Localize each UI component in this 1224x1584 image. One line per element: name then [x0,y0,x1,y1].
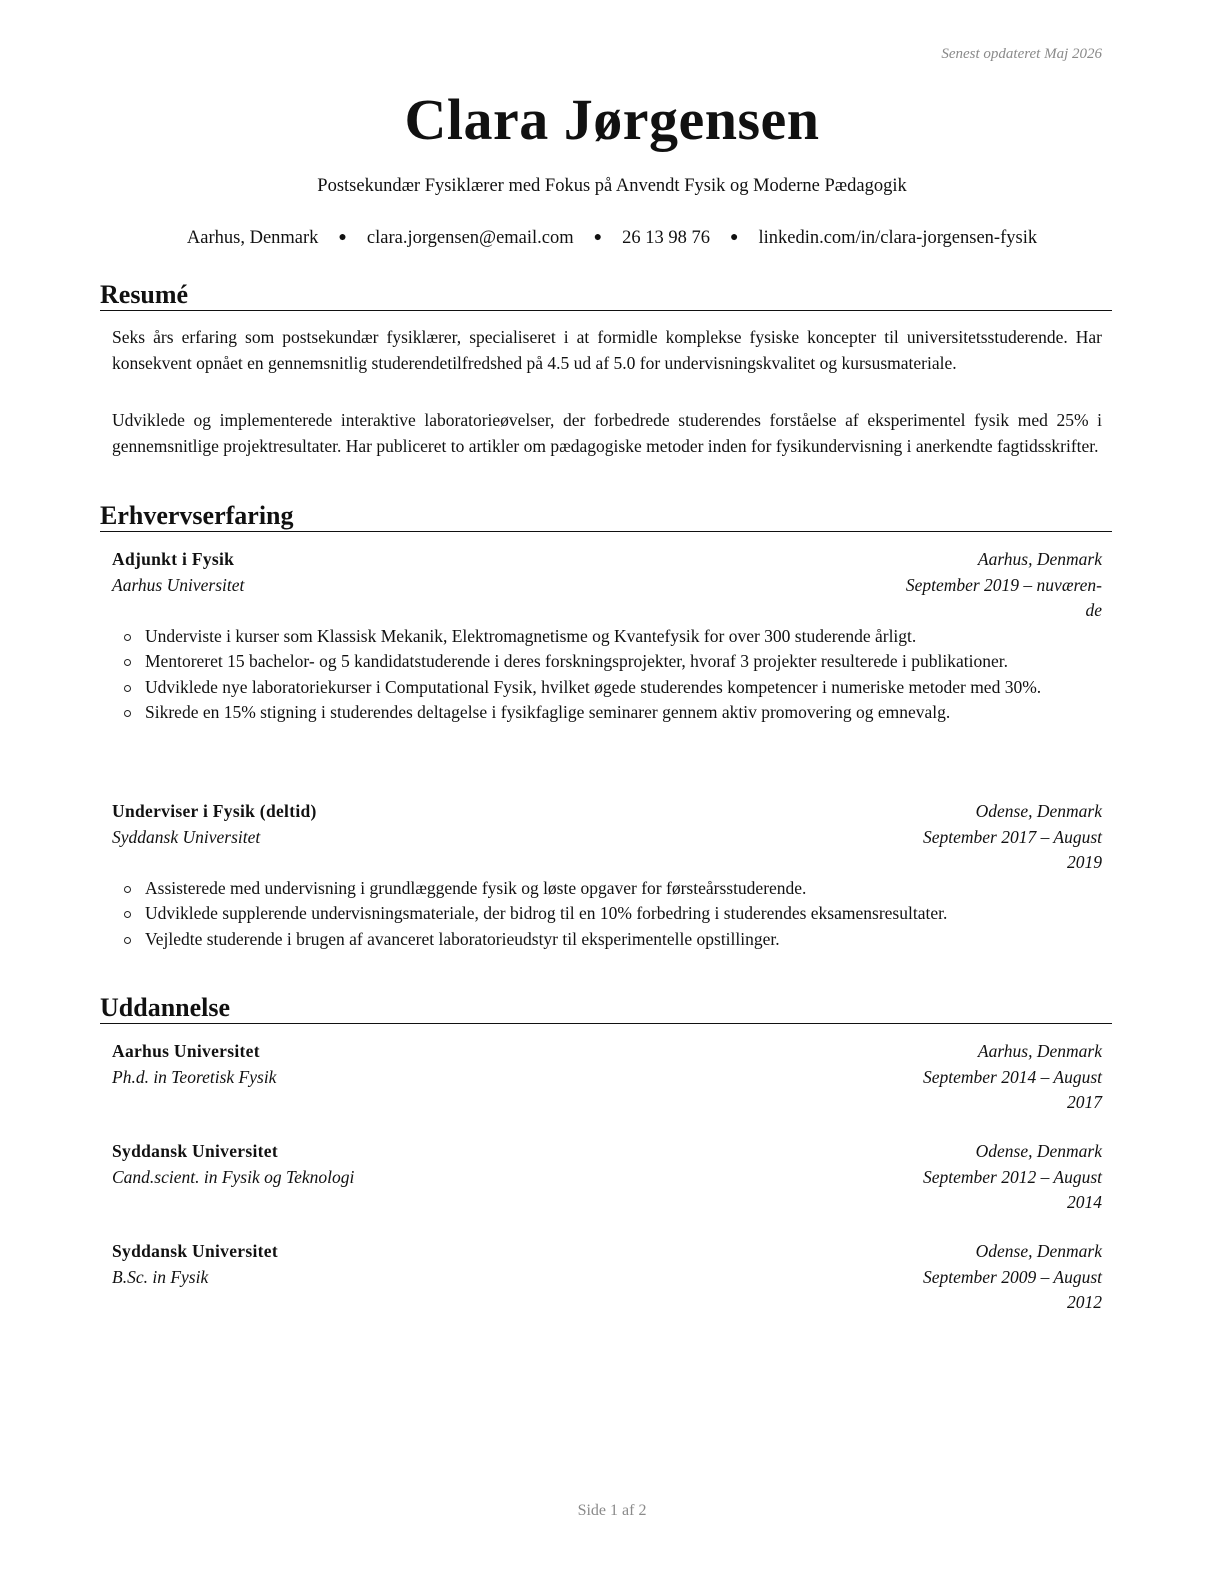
last-updated: Senest opdateret Maj 2026 [941,46,1102,62]
contact-location: Aarhus, Denmark [186,228,319,248]
education-entry [112,1139,1102,1216]
job-dates: September 2019 – nuværen- de [905,574,1102,620]
list-item: Assisterede med undervisning i grundlæggende fysik og løste opgaver for førsteårsstuderende. [112,876,1102,902]
contact-email[interactable]: clara.jorgensen@email.com [366,228,574,248]
education-dates: September 2009 – August 2012 [922,1266,1102,1312]
bullet-separator: ● [730,230,739,245]
section-title-experience: Erhvervserfaring [100,501,1112,532]
education-location: Odense, Denmark [975,1141,1102,1161]
job-location: Aarhus, Denmark [977,549,1102,569]
education-degree: Cand.scient. in Fysik og Teknologi [112,1166,355,1187]
education-dates: September 2012 – August 2014 [922,1166,1102,1212]
job-title: Adjunkt i Fysik [112,549,235,569]
education-school: Syddansk Universitet [112,1141,278,1161]
job-bullets [112,624,1102,726]
education-degree: Ph.d. in Teoretisk Fysik [112,1066,277,1087]
tagline: Postsekundær Fysiklærer med Fokus på Anvendt Fysik og Moderne Pædagogik [317,176,907,196]
education-entry [112,1039,1102,1116]
job-organization: Aarhus Universitet [112,574,245,595]
section-title-summary: Resumé [100,280,1112,311]
job-title: Underviser i Fysik (deltid) [112,801,317,821]
list-item: Underviste i kurser som Klassisk Mekanik, Elektromagnetisme og Kvantefysik for over 300 studerende årligt. [112,624,1102,650]
job-location: Odense, Denmark [975,801,1102,821]
bullet-separator: ● [593,230,603,245]
education-location: Odense, Denmark [975,1241,1102,1261]
education-school: Aarhus Universitet [112,1041,260,1061]
bullet-separator: ● [338,230,347,245]
list-item: Udviklede nye laboratoriekurser i Computational Fysik, hvilket øgede studerendes kompetencer i numeriske metoder med 30%. [112,675,1102,701]
page-number: Side 1 af 2 [577,1502,647,1519]
education-dates: September 2014 – August 2017 [922,1066,1102,1112]
job-dates: September 2017 – August 2019 [922,826,1102,872]
job-entry [112,799,1102,952]
job-organization: Syddansk Universitet [112,826,261,847]
education-school: Syddansk Universitet [112,1241,278,1261]
education-degree: B.Sc. in Fysik [112,1266,209,1287]
contact-linkedin[interactable]: linkedin.com/in/clara-jorgensen-fysik [758,228,1038,248]
person-name: Clara Jørgensen [404,87,820,152]
job-entry [112,547,1102,726]
list-item: Vejledte studerende i brugen af avanceret laboratorieudstyr til eksperimentelle opstillinger. [112,927,1102,953]
list-item: Mentoreret 15 bachelor- og 5 kandidatstuderende i deres forskningsprojekter, hvoraf 3 projekter resulterede i publikationer. [112,649,1102,675]
list-item: Udviklede supplerende undervisningsmateriale, der bidrog til en 10% forbedring i studerendes eksamensresultater. [112,901,1102,927]
job-bullets [112,876,1102,953]
section-title-education: Uddannelse [100,993,1112,1024]
education-entry [112,1239,1102,1316]
contact-line [0,228,1224,249]
summary-paragraph-1: Seks års erfaring som postsekundær fysiklærer, specialiseret i at formidle komplekse fysiske koncepter til universitetsstuderende. Har konsekvent opnået en gennemsnitlig studerendetilfredshed på 4.5 ud af 5.0 for undervisningskvalitet og kursusmateriale. [112,327,1102,373]
education-location: Aarhus, Denmark [977,1041,1102,1061]
summary-paragraph-2: Udviklede og implementerede interaktive laboratorieøvelser, der forbedrede studerendes forståelse af eksperimentel fysik med 25% i gennemsnitlige projektresultater. Har publiceret to artikler om pædagogiske metoder inden for fysikundervisning i anerkendte fagtidsskrifter. [112,410,1102,456]
contact-phone: 26 13 98 76 [622,228,710,248]
list-item: Sikrede en 15% stigning i studerendes deltagelse i fysikfaglige seminarer gennem aktiv promovering og emnevalg. [112,700,1102,726]
